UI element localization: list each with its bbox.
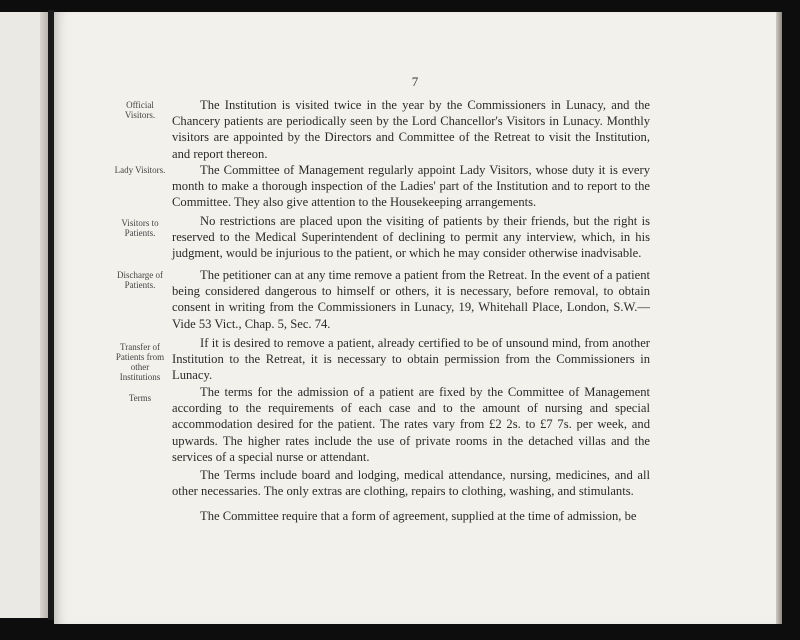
- paragraph-lady-visitors: The Committee of Management regularly appoint Lady Visitors, whose duty it is every month to make a thorough inspection of the Ladies' part of the Institution and to report to the Committee. They also give attention to the Housekeeping arrangements.: [172, 163, 650, 210]
- paragraph-terms: The terms for the admission of a patient are fixed by the Committee of Management according to the requirements of each case and to the amount of nursing and special accommodation desired for the patient. The rates vary from £2 2s. to £7 7s. per week, and upwards. The higher rates include the use of private rooms in the detached villas and the services of a special nurse or attendant.: [172, 385, 650, 464]
- page-right-edge: [776, 12, 782, 624]
- document-page: [54, 12, 776, 624]
- margin-note-official-visitors: Official Visitors.: [124, 100, 156, 120]
- paragraph-discharge: The petitioner can at any time remove a patient from the Retreat. In the event of a patient being considered dangerous to himself or others, it is necessary, before removal, to obtain consent in writing from the Commissioners in Lunacy, 19, Whitehall Place, London, S.W.—Vide 53 Vict., Chap. 5, Sec. 74.: [172, 268, 650, 331]
- margin-note-terms: Terms: [128, 393, 152, 403]
- paragraph-agreement: The Committee require that a form of agreement, supplied at the time of admission, be: [200, 509, 637, 523]
- margin-note-discharge: Discharge of Patients.: [116, 270, 164, 290]
- paragraph-visitors-to-patients: No restrictions are placed upon the visiting of patients by their friends, but the right is reserved to the Medical Superintendent of declining to permit any interview, which, in his judgment, would be injurious to the patient, or which he may consider otherwise inadvisable.: [172, 214, 650, 261]
- page-number: 7: [411, 74, 419, 89]
- paragraph-official-visitors: The Institution is visited twice in the year by the Commissioners in Lunacy, and the Chancery patients are periodically seen by the Lord Chancellor's Visitors in Lunacy. Monthly visitors are appointed by the Directors and Committee of the Retreat to visit the Institution, and report thereon.: [172, 98, 650, 161]
- paragraph-transfer: If it is desired to remove a patient, already certified to be of unsound mind, from another Institution to the Retreat, it is necessary to obtain permission from the Commissioners in Lunacy.: [172, 336, 650, 383]
- left-page-edge: [40, 12, 48, 618]
- margin-note-transfer: Transfer of Patients from other Institutions: [115, 342, 165, 382]
- margin-note-lady-visitors: Lady Visitors.: [114, 165, 166, 175]
- margin-note-visitors-to-patients: Visitors to Patients.: [121, 218, 159, 238]
- paragraph-terms-include: The Terms include board and lodging, medical attendance, nursing, medicines, and all other necessaries. The only extras are clothing, repairs to clothing, washing, and stimulants.: [172, 468, 650, 499]
